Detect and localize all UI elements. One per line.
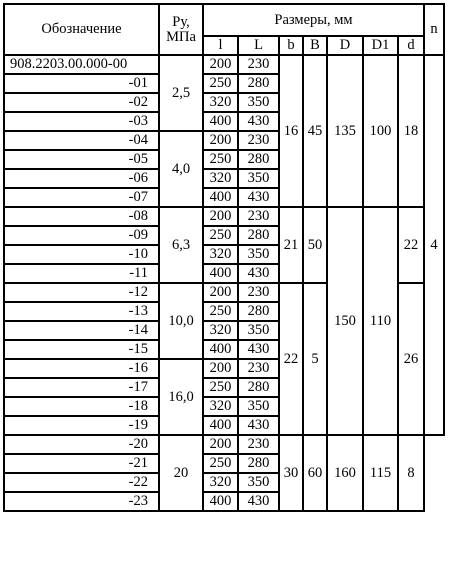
dimensions-table bbox=[3, 3, 445, 512]
header-py-unit: МПа bbox=[166, 28, 196, 45]
designation-cell: 908.2203.00.000-00 bbox=[4, 55, 159, 74]
designation-cell: -10 bbox=[4, 245, 159, 264]
designation-cell: -04 bbox=[4, 131, 159, 150]
d-cell: 18 bbox=[398, 55, 424, 207]
B-cell: 60 bbox=[303, 435, 327, 511]
header-d: d bbox=[398, 36, 424, 55]
D-cell: 160 bbox=[327, 435, 363, 511]
py-cell: 16,0 bbox=[159, 359, 203, 435]
header-D: D bbox=[327, 36, 363, 55]
L-cell: 430 bbox=[238, 112, 279, 131]
l-cell: 200 bbox=[203, 283, 238, 302]
n-cell: 8 bbox=[398, 435, 424, 511]
l-cell: 320 bbox=[203, 397, 238, 416]
l-cell: 400 bbox=[203, 264, 238, 283]
l-cell: 200 bbox=[203, 435, 238, 454]
b-cell: 22 bbox=[279, 283, 303, 435]
designation-cell: -21 bbox=[4, 454, 159, 473]
l-cell: 320 bbox=[203, 473, 238, 492]
l-cell: 400 bbox=[203, 492, 238, 511]
L-cell: 430 bbox=[238, 416, 279, 435]
header-py-label: Ру, bbox=[172, 13, 190, 30]
designation-cell: -01 bbox=[4, 74, 159, 93]
l-cell: 320 bbox=[203, 321, 238, 340]
py-cell: 2,5 bbox=[159, 55, 203, 131]
B-cell: 50 bbox=[303, 207, 327, 283]
designation-cell: -15 bbox=[4, 340, 159, 359]
L-cell: 350 bbox=[238, 321, 279, 340]
designation-cell: -20 bbox=[4, 435, 159, 454]
designation-cell: -02 bbox=[4, 93, 159, 112]
designation-cell: -16 bbox=[4, 359, 159, 378]
L-cell: 280 bbox=[238, 302, 279, 321]
D1-cell: 110 bbox=[363, 207, 398, 435]
designation-cell: -13 bbox=[4, 302, 159, 321]
d-cell: 26 bbox=[398, 283, 424, 435]
L-cell: 230 bbox=[238, 435, 279, 454]
l-cell: 200 bbox=[203, 55, 238, 74]
L-cell: 230 bbox=[238, 207, 279, 226]
designation-cell: -23 bbox=[4, 492, 159, 511]
D1-cell: 100 bbox=[363, 55, 398, 207]
L-cell: 280 bbox=[238, 454, 279, 473]
header-D1: D1 bbox=[363, 36, 398, 55]
header-designation: Обозначение bbox=[4, 4, 159, 55]
L-cell: 350 bbox=[238, 473, 279, 492]
header-dimensions: Размеры, мм bbox=[203, 4, 424, 36]
B-cell: 5 bbox=[303, 283, 327, 435]
designation-cell: -08 bbox=[4, 207, 159, 226]
l-cell: 250 bbox=[203, 378, 238, 397]
designation-cell: -22 bbox=[4, 473, 159, 492]
l-cell: 400 bbox=[203, 340, 238, 359]
D-cell: 150 bbox=[327, 207, 363, 435]
L-cell: 280 bbox=[238, 226, 279, 245]
designation-cell: -19 bbox=[4, 416, 159, 435]
D1-cell: 115 bbox=[363, 435, 398, 511]
l-cell: 320 bbox=[203, 93, 238, 112]
header-b: b bbox=[279, 36, 303, 55]
header-py bbox=[159, 4, 203, 55]
n-cell: 4 bbox=[424, 55, 444, 435]
py-cell: 6,3 bbox=[159, 207, 203, 283]
l-cell: 200 bbox=[203, 131, 238, 150]
l-cell: 250 bbox=[203, 150, 238, 169]
header-l: l bbox=[203, 36, 238, 55]
L-cell: 350 bbox=[238, 397, 279, 416]
l-cell: 250 bbox=[203, 302, 238, 321]
designation-cell: -05 bbox=[4, 150, 159, 169]
header-L: L bbox=[238, 36, 279, 55]
L-cell: 230 bbox=[238, 359, 279, 378]
L-cell: 280 bbox=[238, 150, 279, 169]
L-cell: 280 bbox=[238, 74, 279, 93]
D-cell: 135 bbox=[327, 55, 363, 207]
l-cell: 250 bbox=[203, 226, 238, 245]
L-cell: 430 bbox=[238, 340, 279, 359]
d-cell: 22 bbox=[398, 207, 424, 283]
b-cell: 30 bbox=[279, 435, 303, 511]
designation-cell: -17 bbox=[4, 378, 159, 397]
L-cell: 350 bbox=[238, 245, 279, 264]
l-cell: 400 bbox=[203, 416, 238, 435]
designation-cell: -12 bbox=[4, 283, 159, 302]
l-cell: 400 bbox=[203, 188, 238, 207]
designation-cell: -11 bbox=[4, 264, 159, 283]
l-cell: 400 bbox=[203, 112, 238, 131]
b-cell: 16 bbox=[279, 55, 303, 207]
L-cell: 350 bbox=[238, 93, 279, 112]
l-cell: 320 bbox=[203, 245, 238, 264]
L-cell: 430 bbox=[238, 492, 279, 511]
l-cell: 320 bbox=[203, 169, 238, 188]
designation-cell: -14 bbox=[4, 321, 159, 340]
designation-cell: -03 bbox=[4, 112, 159, 131]
l-cell: 250 bbox=[203, 454, 238, 473]
L-cell: 430 bbox=[238, 188, 279, 207]
B-cell: 45 bbox=[303, 55, 327, 207]
designation-cell: -06 bbox=[4, 169, 159, 188]
header-B: B bbox=[303, 36, 327, 55]
header-n: n bbox=[424, 4, 444, 55]
b-cell: 21 bbox=[279, 207, 303, 283]
l-cell: 250 bbox=[203, 74, 238, 93]
py-cell: 20 bbox=[159, 435, 203, 511]
designation-cell: -09 bbox=[4, 226, 159, 245]
l-cell: 200 bbox=[203, 207, 238, 226]
L-cell: 430 bbox=[238, 264, 279, 283]
designation-cell: -18 bbox=[4, 397, 159, 416]
L-cell: 230 bbox=[238, 131, 279, 150]
L-cell: 230 bbox=[238, 283, 279, 302]
L-cell: 350 bbox=[238, 169, 279, 188]
py-cell: 10,0 bbox=[159, 283, 203, 359]
l-cell: 200 bbox=[203, 359, 238, 378]
L-cell: 230 bbox=[238, 55, 279, 74]
designation-cell: -07 bbox=[4, 188, 159, 207]
L-cell: 280 bbox=[238, 378, 279, 397]
py-cell: 4,0 bbox=[159, 131, 203, 207]
